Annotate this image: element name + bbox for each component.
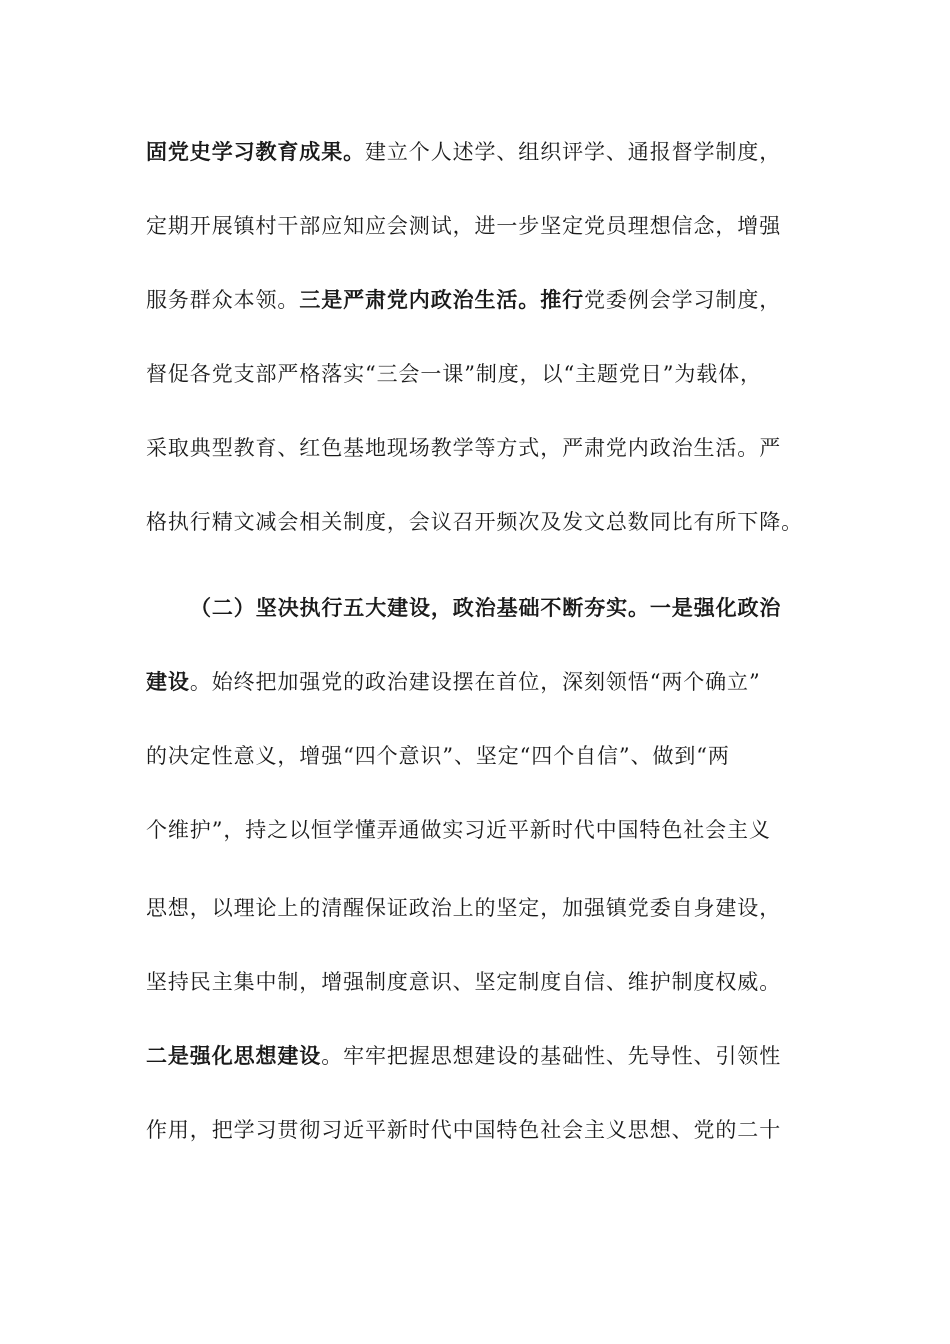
section-heading: （二）坚决执行五大建设，政治基础不断夯实。一是强化政治 bbox=[190, 595, 782, 620]
text-run: 坚持民主集中制，增强制度意识、坚定制度自信、维护制度权威。 bbox=[146, 970, 782, 994]
section-heading-line bbox=[190, 593, 781, 623]
text-run: 采取典型教育、红色基地现场教学等方式，严肃党内政治生活。严 bbox=[146, 436, 782, 460]
text-line bbox=[146, 967, 781, 997]
text-line bbox=[146, 815, 771, 845]
text-line bbox=[146, 433, 781, 463]
text-run: 。始终把加强党的政治建设摆在首位，深刻领悟“两个确立” bbox=[189, 670, 761, 694]
text-bold: 二是强化思想建设 bbox=[146, 1043, 322, 1068]
text-line bbox=[146, 211, 781, 241]
text-run: 服务群众本领。 bbox=[146, 288, 300, 312]
text-run: 建立个人述学、组织评学、通报督学制度， bbox=[365, 140, 782, 164]
text-run: 思想，以理论上的清醒保证政治上的坚定，加强镇党委自身建设， bbox=[146, 896, 782, 920]
text-line bbox=[146, 507, 803, 537]
text-bold: 三是严肃党内政治生活。推行 bbox=[299, 287, 585, 312]
text-run: 党委例会学习制度， bbox=[584, 288, 782, 312]
text-line bbox=[146, 893, 781, 923]
text-line bbox=[146, 1115, 781, 1145]
text-line bbox=[146, 137, 781, 167]
text-line bbox=[146, 285, 781, 315]
text-run: 。牢牢把握思想建设的基础性、先导性、引领性 bbox=[321, 1044, 782, 1068]
text-run: 格执行精文减会相关制度，会议召开频次及发文总数同比有所下降。 bbox=[146, 510, 803, 534]
text-line bbox=[146, 741, 730, 771]
text-run: 的决定性意义，增强“四个意识”、坚定“四个自信”、做到“两 bbox=[146, 744, 730, 768]
text-run: 作用，把学习贯彻习近平新时代中国特色社会主义思想、党的二十 bbox=[146, 1118, 782, 1142]
text-line bbox=[146, 667, 761, 697]
text-run: 督促各党支部严格落实“三会一课”制度，以“主题党日”为载体， bbox=[146, 362, 762, 386]
text-line bbox=[146, 1041, 781, 1071]
text-bold: 固党史学习教育成果。 bbox=[146, 139, 365, 164]
text-run: 定期开展镇村干部应知应会测试，进一步坚定党员理想信念，增强 bbox=[146, 214, 782, 238]
text-bold: 建设 bbox=[146, 669, 190, 694]
text-line bbox=[146, 359, 762, 389]
text-run: 个维护”，持之以恒学懂弄通做实习近平新时代中国特色社会主义 bbox=[146, 818, 771, 842]
